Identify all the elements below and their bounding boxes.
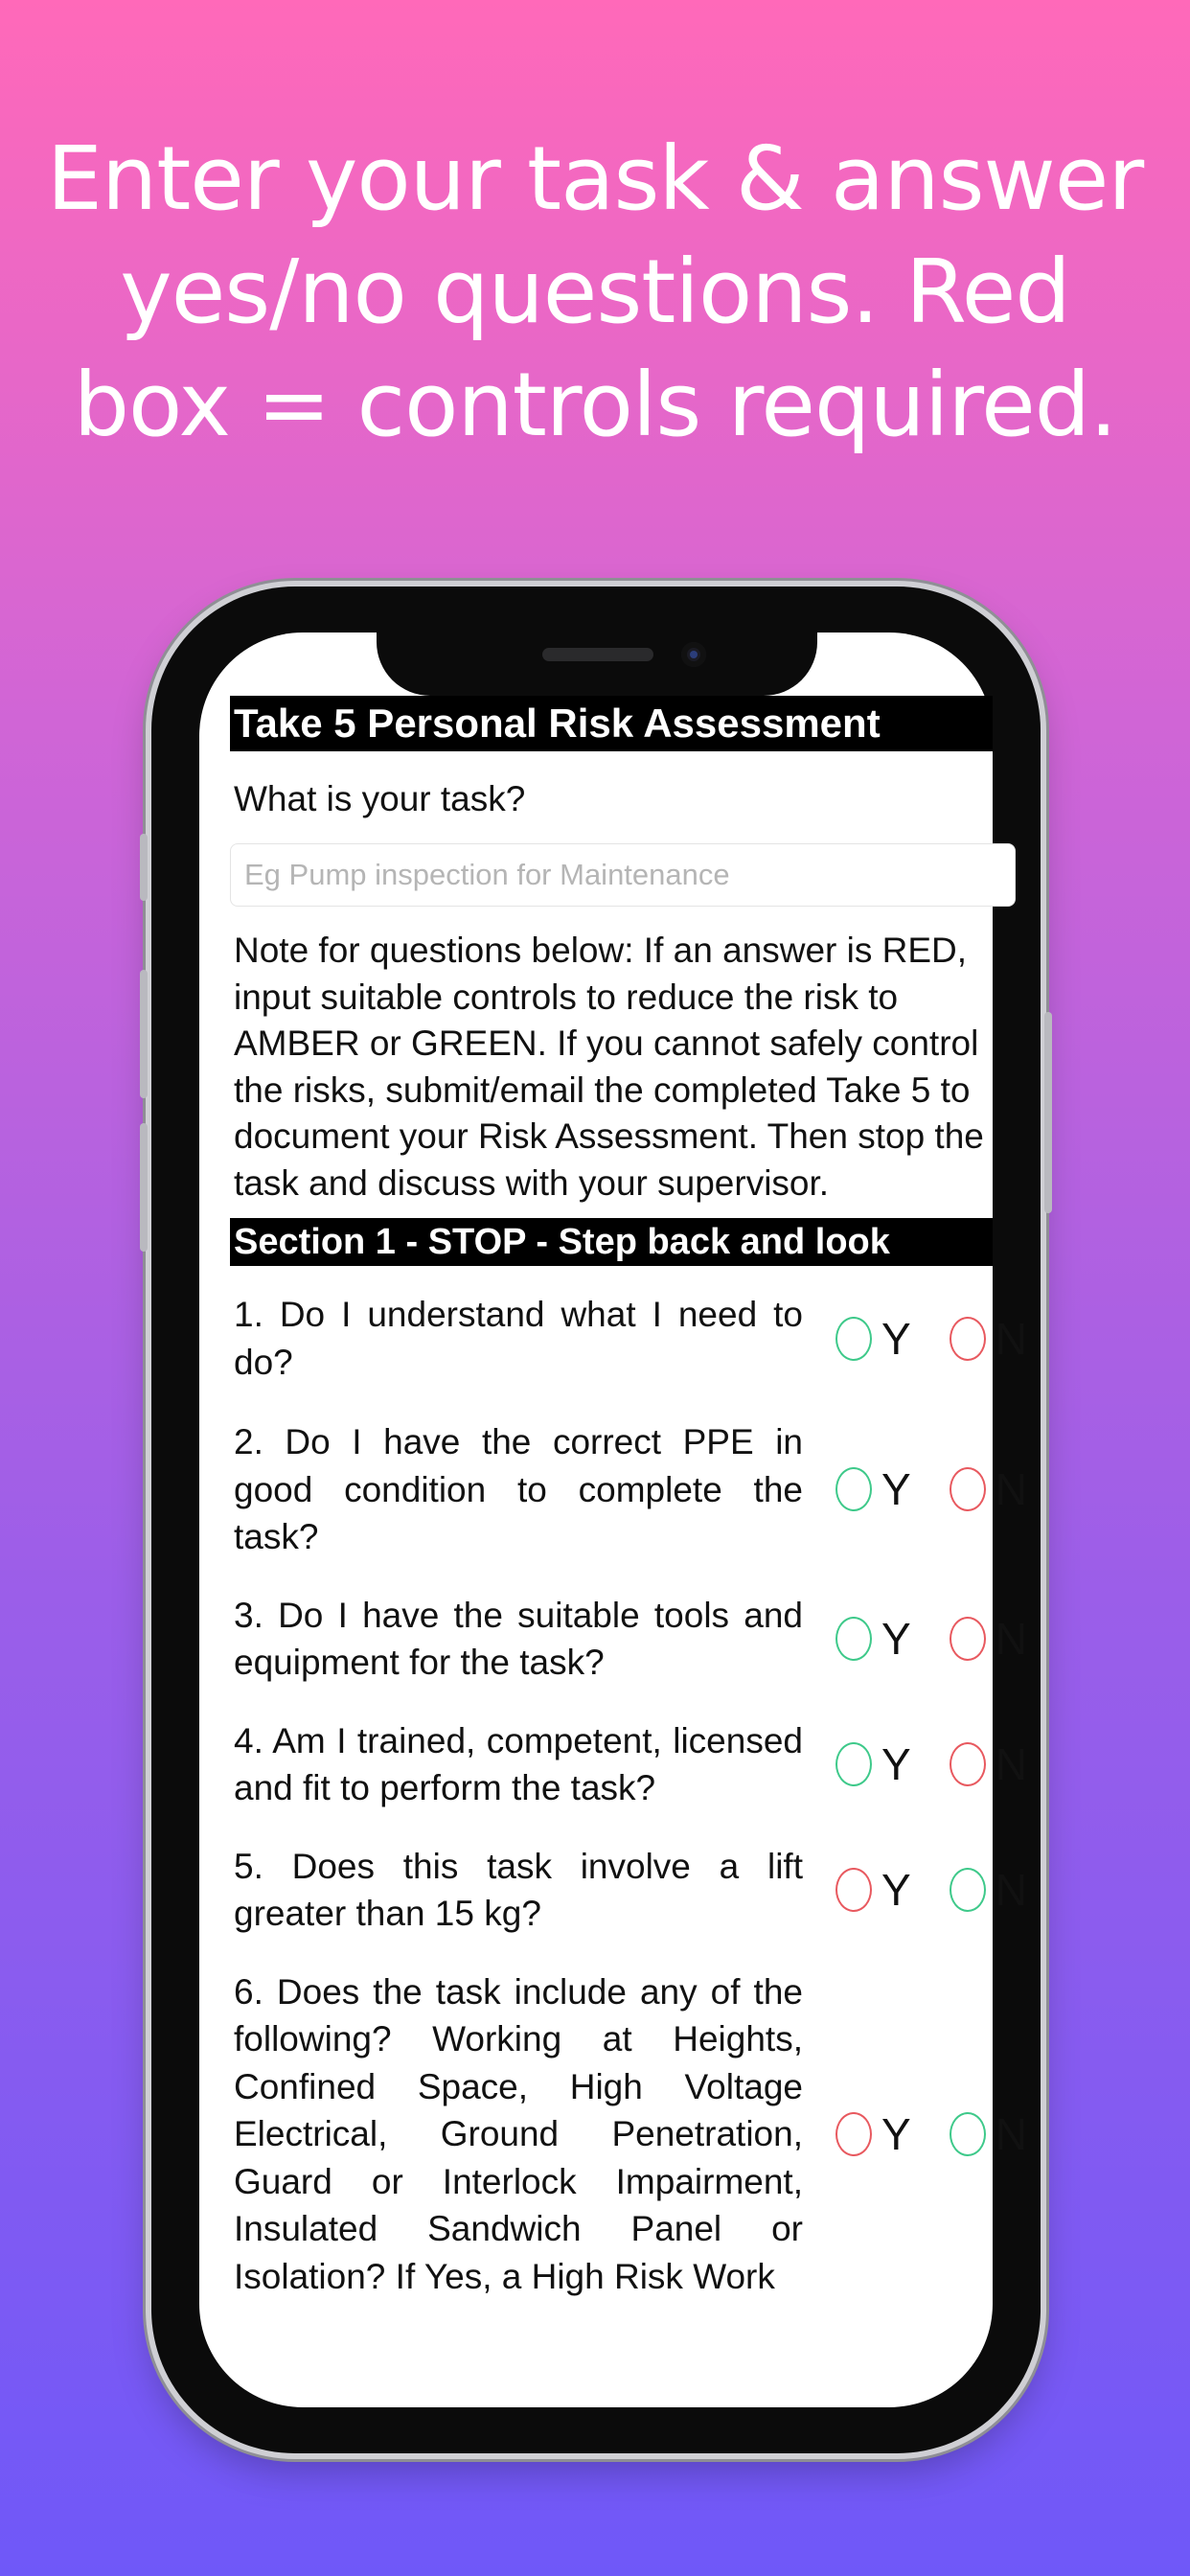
promo-caption: [0, 123, 1190, 462]
yes-no-options: [835, 1738, 1027, 1790]
volume-down-button: [140, 1123, 148, 1252]
app-content[interactable]: [199, 696, 1027, 2407]
yes-radio-button[interactable]: [835, 1742, 872, 1786]
yes-no-options: [835, 1463, 1027, 1515]
no-label: N: [995, 1739, 1027, 1789]
yes-label: Y: [881, 2108, 911, 2159]
yes-option[interactable]: [835, 1738, 911, 1790]
no-option[interactable]: [950, 1738, 1027, 1790]
yes-radio-button[interactable]: [835, 2112, 872, 2156]
phone-screen: [199, 632, 1027, 2407]
no-option[interactable]: [950, 1463, 1027, 1515]
caption-line-1: Enter your task & answer: [46, 127, 1144, 230]
page-title: Take 5 Personal Risk Assessment: [230, 696, 993, 751]
volume-up-button: [140, 970, 148, 1098]
yes-label: Y: [881, 1865, 911, 1915]
task-input[interactable]: [230, 843, 1016, 907]
phone-frame: [151, 586, 1041, 2453]
instructions-note: Note for questions below: If an answer is RED, input suitable controls to reduce the risk to AMBER or GREEN. If you cannot safely control the risks, submit/email the completed Take 5 to document your Risk Assessment. Then stop the task and discuss with your supervisor.: [234, 931, 984, 1203]
yes-no-options: [835, 2108, 1027, 2160]
yes-radio-button[interactable]: [835, 1868, 872, 1912]
yes-label: Y: [881, 1313, 911, 1364]
question-text: 4. Am I trained, competent, licensed and fit to perform the task?: [234, 1720, 803, 1807]
speaker-grille: [542, 648, 653, 661]
no-label: N: [995, 1313, 1027, 1364]
yes-option[interactable]: [835, 1313, 911, 1365]
no-option[interactable]: [950, 1613, 1027, 1665]
no-label: N: [995, 1614, 1027, 1664]
no-radio-button[interactable]: [950, 1317, 986, 1361]
yes-no-options: [835, 1864, 1027, 1916]
yes-option[interactable]: [835, 1613, 911, 1665]
yes-option[interactable]: [835, 1463, 911, 1515]
no-radio-button[interactable]: [950, 1742, 986, 1786]
no-radio-button[interactable]: [950, 1467, 986, 1511]
yes-option[interactable]: [835, 2108, 911, 2160]
yes-option[interactable]: [835, 1864, 911, 1916]
yes-radio-button[interactable]: [835, 1467, 872, 1511]
notch: [377, 632, 817, 696]
question-list: [230, 1291, 1027, 2300]
power-button: [1044, 1012, 1052, 1213]
caption-line-2: yes/no questions. Red: [120, 241, 1070, 343]
question-text: 6. Does the task include any of the following? Working at Heights, Confined Space, High Voltage Electrical, Ground Penetration, Guard or Interlock Impairment, Insulated Sandwich Panel or Isolation? If Yes, a High Risk Work: [234, 1971, 803, 2296]
question-row: [230, 1418, 1027, 1561]
question-row: [230, 1592, 1027, 1687]
no-label: N: [995, 1464, 1027, 1515]
question-row: [230, 1291, 1027, 1386]
question-text: 2. Do I have the correct PPE in good condition to complete the task?: [234, 1422, 803, 1556]
no-label: N: [995, 1865, 1027, 1915]
yes-radio-button[interactable]: [835, 1317, 872, 1361]
question-row: [230, 1843, 1027, 1938]
no-label: N: [995, 2108, 1027, 2159]
yes-no-options: [835, 1613, 1027, 1665]
yes-label: Y: [881, 1614, 911, 1664]
no-radio-button[interactable]: [950, 1868, 986, 1912]
yes-label: Y: [881, 1739, 911, 1789]
caption-line-3: box = controls required.: [73, 354, 1117, 456]
no-option[interactable]: [950, 1313, 1027, 1365]
yes-radio-button[interactable]: [835, 1617, 872, 1661]
no-option[interactable]: [950, 2108, 1027, 2160]
no-radio-button[interactable]: [950, 2112, 986, 2156]
mute-switch: [140, 834, 148, 901]
front-camera-icon: [681, 642, 706, 667]
yes-label: Y: [881, 1464, 911, 1515]
question-row: [230, 1717, 1027, 1812]
question-text: 5. Does this task involve a lift greater than 15 kg?: [234, 1846, 803, 1933]
question-text: 3. Do I have the suitable tools and equipment for the task?: [234, 1595, 803, 1682]
section-1-header: Section 1 - STOP - Step back and look: [230, 1218, 993, 1266]
question-text: 1. Do I understand what I need to do?: [234, 1295, 803, 1382]
question-row: [230, 1968, 1027, 2301]
no-radio-button[interactable]: [950, 1617, 986, 1661]
yes-no-options: [835, 1313, 1027, 1365]
no-option[interactable]: [950, 1864, 1027, 1916]
task-label: What is your task?: [234, 779, 526, 818]
